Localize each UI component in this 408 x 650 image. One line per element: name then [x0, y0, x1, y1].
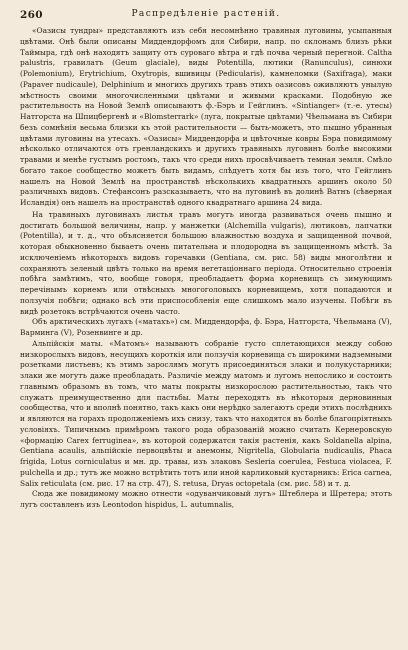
paragraph-tundra-oases: «Оазисы тундры» представляютъ изъ себя несомнѣнно травяныя луговины, усыпанныя цвѣтами. Онѣ были описаны Миддендорфомъ для Сибири, напр. по склонамъ близъ рѣки Таймыра, гдѣ онѣ находятъ защиту отъ суроваго вѣтра и гдѣ почва черный перегной. Caltha palustris, гравилатъ (Geum glaciale), виды Potentilla, лютики (Ranunculus), синюхи (Polemonium), Erytrichium, Oxytropis, вшивицы (Pedicularis), камнеломки (Saxifraga), маки (Papaver nudicaule), Delphinium и многихъ другихъ травъ этихъ оазисовъ оживляютъ унылую мѣстность своими многочисленными цвѣтами и живыми красками. Подобную же растительность на Новой Землѣ описываютъ ф.-Бэръ и Гейглинъ. «Sintianger» (т.-е. утесы) Натгорста на Шпицбергенѣ и «Blomsterrark» (луга, покрытые цвѣтами) Чѣельмана въ Сибири безъ сомнѣнія весьма близки къ этой растительности — быть-можетъ, это пышно убранныя цвѣтами луговины на утесахъ. «Оазисы» Миддендорфа и цвѣточные ковры Бэра повидимому нѣсколько отличаются отъ гренландскихъ и другихъ травяныхъ луговинъ болѣе высокими травами и менѣе густымъ ростомъ, такъ что среди нихъ просвѣчиваетъ темная земля. Смѣло богато такое сообщество можетъ быть видамъ, слѣдуетъ хотя бы изъ того, что Гейглинъ нашелъ на Новой Землѣ на пространствѣ нѣсколькихъ квадратныхъ аршинъ около 50 различныхъ видовъ. Стефансонъ разсказываетъ, что на луговинѣ въ долинѣ Ватнъ (сѣверная Исландія) онъ нашелъ на пространствѣ одного квадратнаго аршина 24 вида. [20, 26, 392, 207]
paragraph-dandelion-meadow: Сюда же повидимому можно отнести «одуванчиковый лугъ» Штеблера и Шретера; этотъ лугъ составленъ изъ Leontodon hispidus, L. autumnalis, [20, 489, 392, 509]
body-text [20, 26, 392, 511]
page-number: 260 [20, 9, 43, 21]
paragraph-arctic-references: Объ арктическихъ лугахъ («матахъ») см. Миддендорфа, ф. Бэра, Натгорста, Чѣельмана (V), Варминга (V), Розенвинге и др. [20, 317, 392, 337]
running-title: Распредѣленіе растеній. [131, 9, 281, 19]
page-header [20, 0, 392, 26]
paragraph-alpine-mats: Альпійскія маты. «Матомъ» называютъ собраніе густо сплетающихся между собою низкорослыхъ видовъ, несущихъ короткія или ползучія корневища съ широкими надземными розетками листьевъ; къ этимъ зарослямъ могутъ присоединяться злаки и полукустарники; злаки же могутъ даже преобладать. Различіе между матомъ и лугомъ непослико и состоитъ главнымъ образомъ въ томъ, что маты покрыты низкорослою растительностью, такъ что служатъ преимущественно для пастьбы. Маты переходятъ въ нѣкоторыя дерновинныя сообщества, что и вполнѣ понятно, такъ какъ они нерѣдко залегаютъ среди этихъ послѣднихъ и являются на горахъ продолженіемъ ихъ снизу, такъ что находятся въ болѣе благопріятныхъ условіяхъ. Типичнымъ примѣромъ такого рода образованій можно считать Кернеровскую «формацію Carex ferruginea», въ которой содержатся такія растенія, какъ Soldanella alpina, Gentiana acaulis, альпійскіе первоцвѣты и анемоны, Nigritella, Globularia nudicaulis, Phaca frigida, Lotus corniculatus и мн. др. травы, изъ злаковъ Sesleria coerulea, Festuca violacea, F. pulchella и др.; тутъ же можно встрѣтить тотъ или иной карликовый кустарникъ: Erica carnea, Salix reticulata (см. рис. 17 на стр. 47), S. retusa, Dryas octopetala (см. рис. 58) и т. д. [20, 338, 392, 488]
paragraph-meadow-leaves: На травяныхъ луговинахъ листья травъ могутъ иногда развиваться очень пышно и достигать большой величины, напр. у манжетки (Alchemilla vulgaris), лютиковъ, лапчатки (Potentilla), и т. д., что объясняется большою влажностью воздуха и защищенной почвой, которая обыкновенно бываетъ очень питательна и плодородна въ защищенномъ мѣстѣ. За исключеніемъ нѣкоторыхъ видовъ горечавки (Gentiana, см. рис. 58) виды многолѣтни и сохраняютъ зеленый цвѣтъ только на время вегетаціоннаго періода. Относительно строенія побѣга замѣтимъ, что, вообще говоря, преобладаетъ форма корневищъ съ зимующимъ перечінымъ корнемъ или отвѣсныхъ многоголовыхъ корневищемъ, хотя попадаются и ползучія побѣги; однако всѣ эти приспособленія еще слишкомъ мало изучены. Побѣги въ видѣ розетокъ встрѣчаются очень часто. [20, 209, 392, 316]
